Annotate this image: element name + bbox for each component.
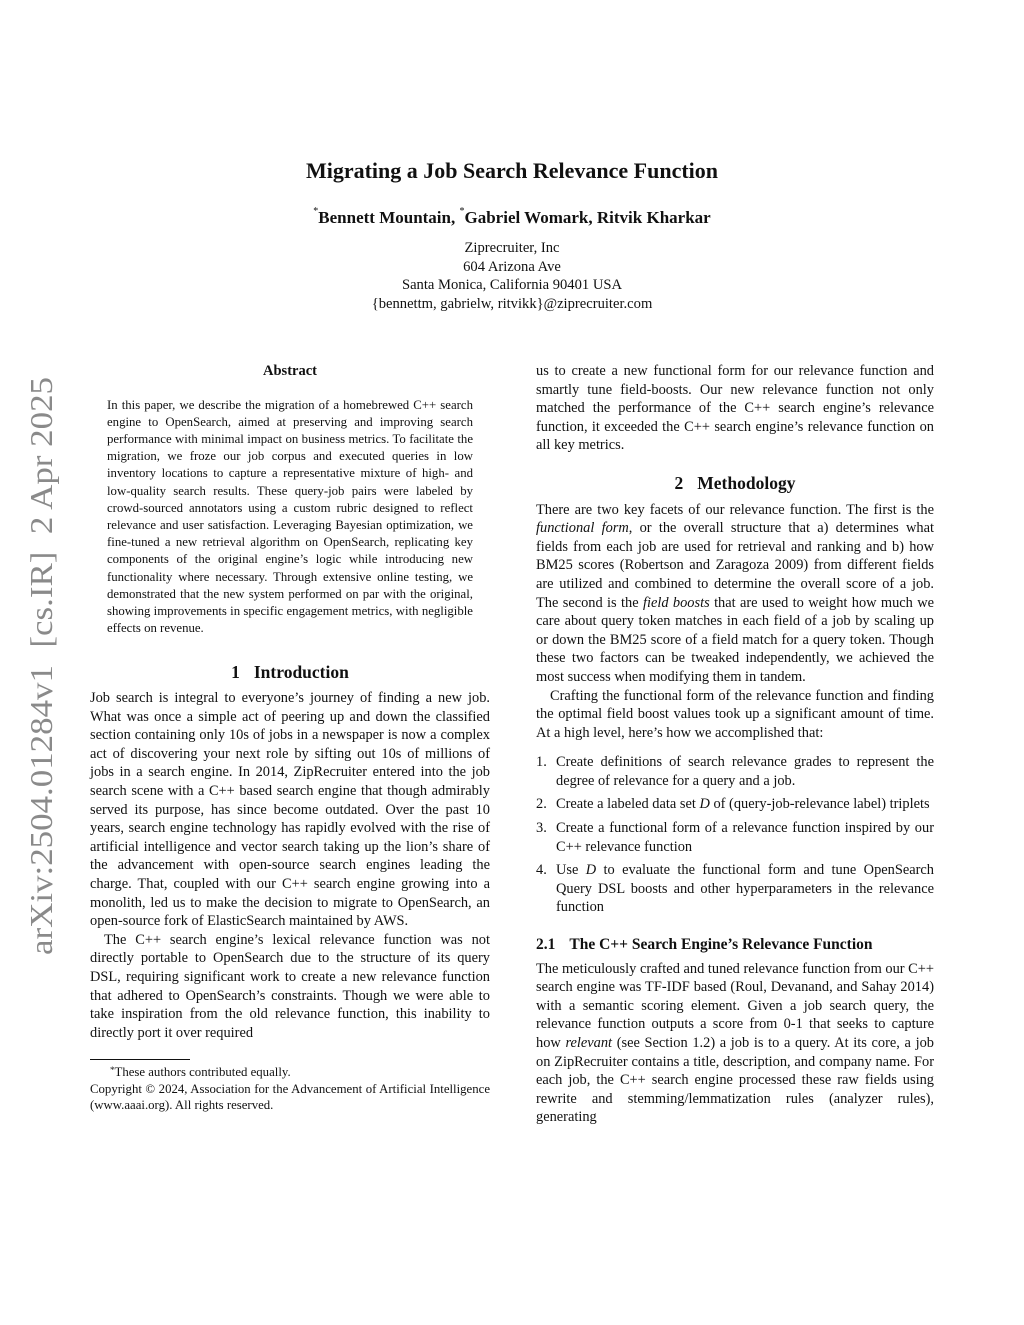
footnote-rule (90, 1059, 190, 1060)
section-title: Introduction (253, 662, 349, 683)
list-number: 1. (536, 754, 547, 771)
section-number: 1 (231, 662, 240, 683)
affiliation-street: 604 Arizona Ave (463, 258, 561, 275)
methodology-step-list (536, 753, 934, 917)
list-item (536, 795, 934, 814)
intro-paragraph-1: Job search is integral to everyone’s journey of finding a new job. What was once a simple act of peering up and down the classified section containing only 10s of jobs in a newspaper is now a complex act of discovering your next role by sifting out 10s of millions of jobs in a search engine. In 2014, ZipRecruiter entered into the job search scene with a C++ based search engine that though admirably served its purpose, has since become outdated. Over the past 10 years, search engine technology has rapidly evolved with the rise of artificial intelligence and vector search taking up the lion’s share of the advancement with open-source search engines leading the charge. That, coupled with our C++ search engine growing into a monolith, led us to make the decision to migrate to OpenSearch, an open-source fork of ElasticSearch maintained by AWS. (90, 690, 490, 930)
list-number: 2. (536, 796, 547, 813)
list-text: to evaluate the functional form and tune OpenSearch Query DSL boosts and other hyperparameters in the relevance function (556, 862, 934, 916)
emphasis-relevant: relevant (565, 1035, 613, 1051)
text-run: There are two key facets of our relevance function. The first is the (536, 501, 934, 518)
affiliation-org: Ziprecruiter, Inc (464, 240, 560, 256)
author-list (0, 208, 1024, 228)
affiliation-block (0, 239, 1024, 313)
left-column (90, 362, 490, 1114)
list-text: Use (556, 862, 586, 879)
list-text: Create definitions of search relevance grades to represent the degree of relevance for a query and a job. (556, 754, 934, 789)
subsection-title: The C++ Search Engine’s Relevance Function (569, 936, 873, 954)
subsection-paragraph-1 (536, 960, 934, 1127)
subsection-number: 2.1 (536, 936, 556, 954)
emphasis-functional-form: functional form (536, 520, 629, 537)
methodology-paragraph-1 (536, 501, 934, 687)
author-name: Bennett Mountain, (318, 208, 456, 227)
list-text: Create a functional form of a relevance function inspired by our C++ relevance function (556, 820, 934, 855)
list-text: of (query-job-relevance label) triplets (709, 796, 930, 813)
abstract-heading: Abstract (263, 363, 317, 379)
footnote-equal-contribution (90, 1064, 490, 1081)
copyright-notice: Copyright © 2024, Association for the Advancement of Artificial Intelligence (www.aaai.org). All rights reserved. (90, 1081, 490, 1113)
author-mark: * (459, 206, 465, 217)
list-number: 3. (536, 820, 547, 837)
intro-paragraph-2: The C++ search engine’s lexical relevance function was not directly portable to OpenSearch due to the structure of its query DSL, requiring significant work to create a new relevance function that adhered to OpenSearch’s constraints. Though we were able to take inspiration from the old relevance function, this inability to directly port it over required (90, 931, 490, 1041)
footnote-mark: * (110, 1065, 115, 1076)
arxiv-stamp-svg (12, 375, 72, 955)
text-run: that are used to weight how much we care about query token matches in each field of a job by scaling up or down the BM25 score of a field match for a query token. Though these two factors can be tweaked independently, we achieved the most success when modifying them in tandem. (536, 594, 935, 685)
abstract-text: In this paper, we describe the migration of a homebrewed C++ search engine to OpenSearch, aimed at preserving and improving search performance with minimal impact on business metrics. To facilitate the migration, we froze our job corpus and executed queries in low inventory locations to capture a representative mixture of high- and low-quality search results. These query-job pairs were labeled by crowd-sourced annotators using a custom rubric designed to reflect relevance and user satisfaction. Leveraging Bayesian optimization, we fine-tuned a new retrieval algorithm on OpenSearch, replicating key components of the original engine’s logic while introducing new functionality where necessary. Through extensive online testing, we demonstrated that the new system performed on par with the original, showing improvements in specific engagement metrics, with negligible effects on revenue. (107, 397, 473, 636)
footnote-area (90, 1059, 490, 1114)
section-heading-introduction (90, 663, 490, 682)
list-text: Create a labeled data set (556, 796, 700, 813)
text-run: The meticulously crafted and tuned relevance function from our C++ search engine was TF-IDF based (Roul, Devanand, and Sahay 2014) with a semantic scoring element. Given a job search query, the relevance function outputs a score from 0-1 that seeks to capture how (536, 960, 934, 1051)
text-run: (see Section 1.2) a job is to a query. At its core, a job on ZipRecruiter contains a title, description, and company name. For each job, the C++ search engine processed these raw fields using rewrite and stemming/lemmatization rules (analyzer rules), generating (536, 1035, 934, 1126)
section-title: Methodology (697, 472, 796, 493)
arxiv-stamp-text: arXiv:2504.01284v1 [cs.IR] 2 Apr 2025 (24, 433, 59, 955)
list-item (536, 861, 934, 917)
list-item (536, 819, 934, 856)
arxiv-identifier[interactable] (12, 375, 72, 955)
list-number: 4. (536, 862, 547, 879)
paper-title: Migrating a Job Search Relevance Function (305, 158, 719, 183)
math-variable-d: D (585, 862, 597, 879)
author-name: Gabriel Womark, Ritvik Kharkar (464, 208, 711, 227)
affiliation-emails: {bennettm, gabrielw, ritvikk}@ziprecruiter.com (371, 295, 653, 312)
author-mark: * (313, 206, 319, 217)
emphasis-field-boosts: field boosts (642, 594, 710, 611)
subsection-heading (536, 936, 934, 955)
affiliation-city: Santa Monica, California 90401 USA (401, 277, 623, 293)
methodology-paragraph-2: Crafting the functional form of the relevance function and finding the optimal field boost values took up a significant amount of time. At a high level, here’s how we accomplished that: (536, 687, 934, 741)
text-run: , or the overall structure that a) determines what fields from each job are used for retrieval and ranking and b) how BM25 scores (Robertson and Zaragoza 2009) from different fields are utilized and combined to determine the overall score of a job. The second is the (536, 520, 934, 611)
list-item (536, 753, 934, 790)
section-heading-methodology (536, 474, 934, 493)
footnote-text: These authors contributed equally. (114, 1065, 291, 1080)
right-column (536, 362, 934, 1127)
intro-paragraph-2-continued: us to create a new functional form for our relevance function and smartly tune field-boosts. Our new relevance function not only matched the performance of the C++ search engine’s relevance function, it exceeded the C++ search engine’s relevance function on all key metrics. (536, 363, 934, 454)
section-number: 2 (674, 472, 684, 493)
math-variable-d: D (699, 796, 710, 813)
